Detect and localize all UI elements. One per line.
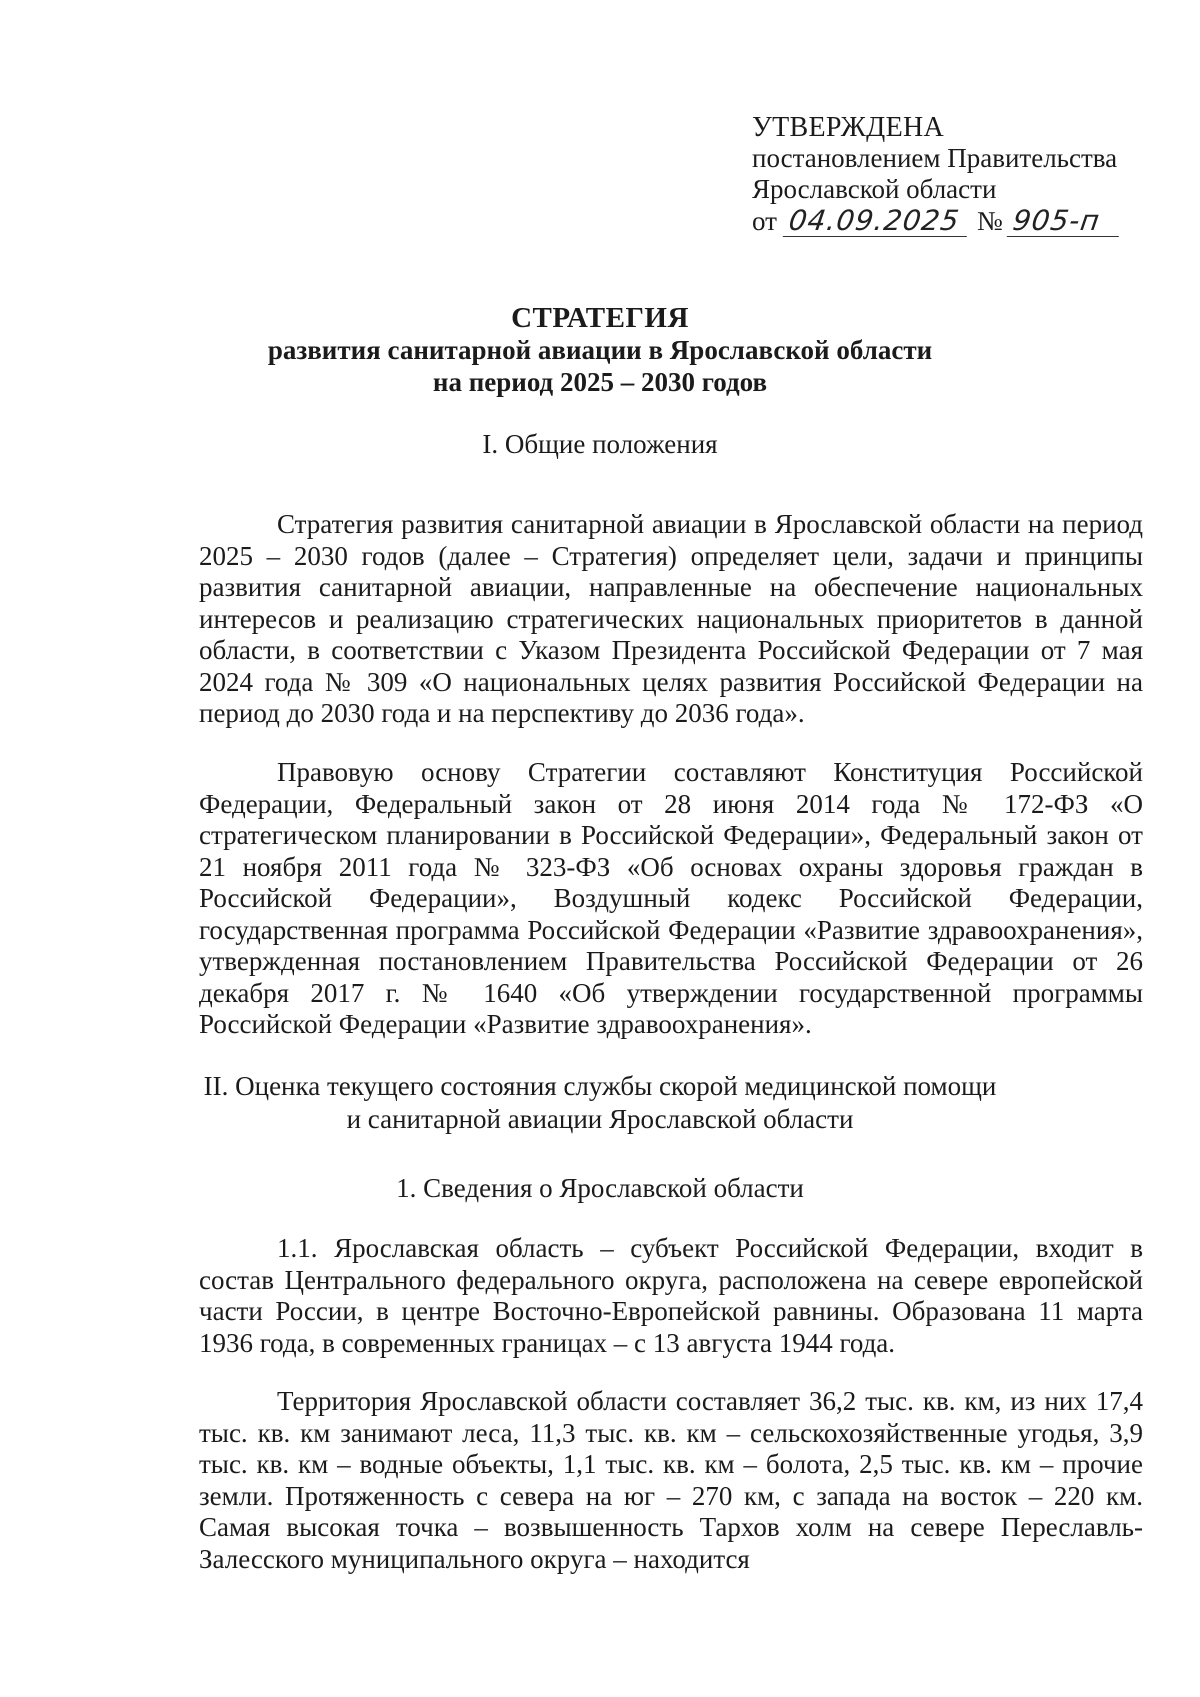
section-heading-assessment-line2: и санитарной авиации Ярославской области <box>346 1104 854 1134</box>
approval-date-line <box>752 205 1172 237</box>
section-heading-assessment <box>0 1070 1200 1136</box>
approval-line-resolution: постановлением Правительства <box>752 143 1118 173</box>
document-title: СТРАТЕГИЯ <box>511 302 689 334</box>
approval-heading: УТВЕРЖДЕНА <box>752 112 945 143</box>
approval-stamp-block <box>752 112 1172 237</box>
document-title-block <box>0 302 1200 398</box>
handwritten-number: 905-п <box>1006 205 1122 237</box>
approval-line-region: Ярославской области <box>752 174 997 204</box>
section-heading-general: I. Общие положения <box>482 429 718 459</box>
section-heading-assessment-line1: II. Оценка текущего состояния службы скорой медицинской помощи <box>203 1071 997 1101</box>
paragraph-region-overview: 1.1. Ярославская область – субъект Российской Федерации, входит в состав Центрального федерального округа, расположена на севере европейской части России, в центре Восточно-Европейской равнины. Образована 11 марта 1936 года, в современных границах – с 13 августа 1944 года. <box>199 1233 1143 1358</box>
number-prefix: № <box>976 206 1003 236</box>
paragraph-strategy-purpose: Стратегия развития санитарной авиации в Ярославской области на период 2025 – 2030 годов (далее – Стратегия) определяет цели, задачи и принципы развития санитарной авиации, направленные на обеспечение национальных интересов и реализацию стратегических национальных приоритетов в данной области, в соответствии с Указом Президента Российской Федерации от 7 мая 2024 года № 309 «О национальных целях развития Российской Федерации на период до 2030 года и на перспективу до 2036 года». <box>199 509 1143 728</box>
document-subtitle-line1: развития санитарной авиации в Ярославской области <box>267 335 933 365</box>
subsection-heading-region-info: 1. Сведения о Ярославской области <box>396 1173 804 1203</box>
handwritten-date: 04.09.2025 <box>783 205 971 237</box>
date-prefix: от <box>752 206 777 236</box>
paragraph-legal-basis: Правовую основу Стратегии составляют Конституция Российской Федерации, Федеральный закон от 28 июня 2014 года № 172-ФЗ «О стратегическом планировании в Российской Федерации», Федеральный закон от 21 ноября 2011 года № 323-ФЗ «Об основах охраны здоровья граждан в Российской Федерации», Воздушный кодекс Российской Федерации, государственная программа Российской Федерации «Развитие здравоохранения», утвержденная постановлением Правительства Российской Федерации от 26 декабря 2017 г. № 1640 «Об утверждении государственной программы Российской Федерации «Развитие здравоохранения». <box>199 757 1143 1039</box>
document-subtitle-line2: на период 2025 – 2030 годов <box>432 367 768 397</box>
paragraph-region-territory: Территория Ярославской области составляет 36,2 тыс. кв. км, из них 17,4 тыс. кв. км занимают леса, 11,3 тыс. кв. км – сельскохозяйственные угодья, 3,9 тыс. кв. км – водные объекты, 1,1 тыс. кв. км – болота, 2,5 тыс. кв. км – прочие земли. Протяженность с севера на юг – 270 км, с запада на восток – 220 км. Самая высокая точка – возвышенность Тархов холм на севере Переславль-Залесского муниципального округа – находится <box>199 1386 1143 1574</box>
